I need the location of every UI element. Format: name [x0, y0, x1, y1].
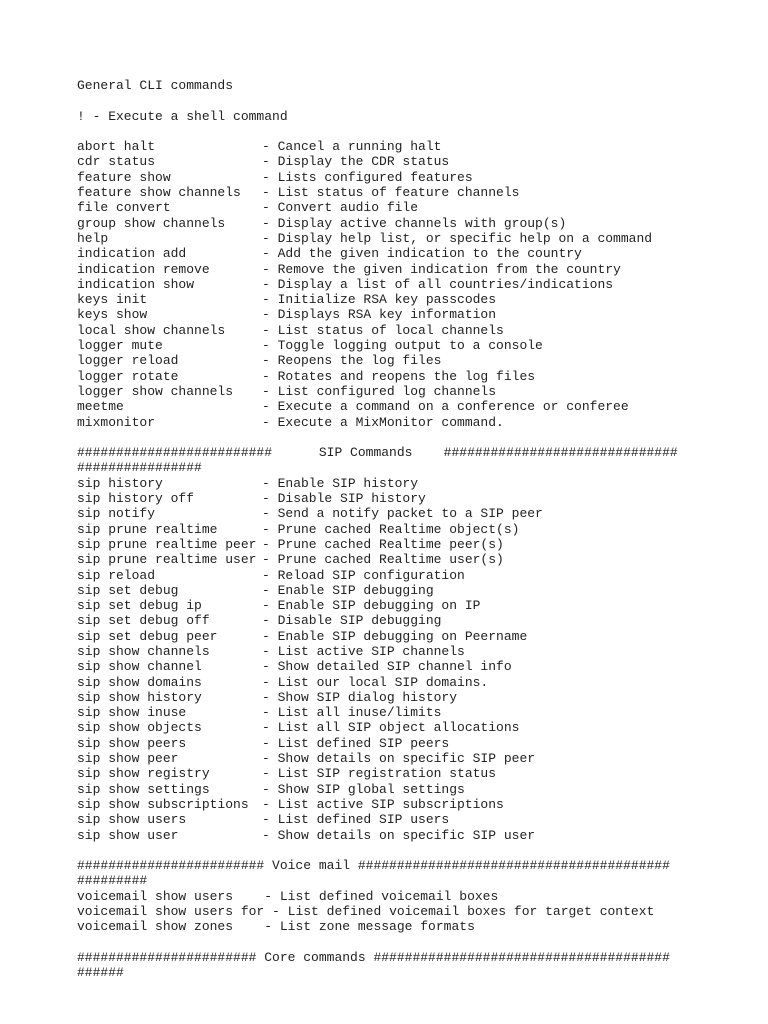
command-row	[77, 185, 737, 200]
command-name: meetme	[77, 399, 124, 415]
command-description: - Prune cached Realtime object(s)	[262, 521, 520, 537]
command-name: sip show objects	[77, 720, 202, 736]
command-name: sip set debug ip	[77, 598, 202, 614]
command-row	[77, 216, 737, 231]
command-row	[77, 797, 737, 812]
document-page	[77, 78, 737, 981]
command-row	[77, 675, 737, 690]
command-name: sip set debug	[77, 582, 179, 598]
command-description: - Disable SIP history	[262, 491, 426, 507]
command-description: - Convert audio file	[262, 200, 419, 216]
command-row	[77, 369, 737, 384]
command-description: - Show SIP dialog history	[262, 689, 458, 705]
command-row	[77, 399, 737, 414]
command-description: - Enable SIP history	[262, 475, 419, 491]
command-name: sip show settings	[77, 781, 210, 797]
voicemail-section-header-wrap: #########	[77, 873, 148, 889]
command-description: - Remove the given indication from the country	[262, 261, 621, 277]
voicemail-commands-list	[77, 889, 737, 935]
command-description: - Show SIP global settings	[262, 781, 465, 797]
command-row	[77, 659, 737, 674]
page-title: General CLI commands	[77, 78, 234, 93]
command-description: - Initialize RSA key passcodes	[262, 292, 497, 308]
command-description: - List active SIP channels	[262, 643, 465, 659]
command-row	[77, 736, 737, 751]
command-description: - Execute a command on a conference or conferee	[262, 399, 629, 415]
command-name: sip show subscriptions	[77, 796, 249, 812]
command-row	[77, 782, 737, 797]
general-commands-list	[77, 139, 737, 430]
command-row	[77, 154, 737, 169]
command-name: feature show channels	[77, 185, 241, 201]
command-name: sip show inuse	[77, 705, 187, 721]
command-row	[77, 506, 737, 521]
command-name: indication add	[77, 246, 187, 262]
command-name: voicemail show users	[77, 888, 265, 904]
command-name: keys init	[77, 292, 148, 308]
command-name: sip show channels	[77, 643, 210, 659]
command-name: sip show domains	[77, 674, 202, 690]
command-name: sip history	[77, 475, 163, 491]
command-description: - List defined SIP peers	[262, 735, 450, 751]
command-description: - List defined voicemail boxes	[264, 888, 499, 904]
command-name: sip show users	[77, 812, 187, 828]
command-description: - Show detailed SIP channel info	[262, 659, 512, 675]
command-row	[77, 491, 737, 506]
command-name: sip prune realtime peer	[77, 536, 257, 552]
command-description: - Send a notify packet to a SIP peer	[262, 506, 543, 522]
command-name: voicemail show zones	[77, 919, 265, 935]
shell-command-line: ! - Execute a shell command	[77, 108, 288, 124]
command-row	[77, 522, 737, 537]
command-description: - Lists configured features	[262, 169, 473, 185]
command-description: - List our local SIP domains.	[262, 674, 489, 690]
command-name: sip set debug off	[77, 613, 210, 629]
command-name: sip prune realtime	[77, 521, 218, 537]
command-description: - Show details on specific SIP user	[262, 827, 536, 843]
command-description: - List defined voicemail boxes for target context	[272, 904, 655, 920]
command-description: - List zone message formats	[264, 919, 475, 935]
command-row	[77, 613, 737, 628]
core-section-header-wrap: ######	[77, 965, 124, 981]
command-name: indication show	[77, 276, 195, 292]
command-name: sip history off	[77, 491, 195, 507]
command-description: - Rotates and reopens the log files	[262, 368, 536, 384]
command-description: - Display help list, or specific help on a command	[262, 230, 653, 246]
command-name: feature show	[77, 169, 171, 185]
command-row	[77, 231, 737, 246]
command-description: - List status of feature channels	[262, 185, 520, 201]
command-description: - Displays RSA key information	[262, 307, 497, 323]
command-name: sip show registry	[77, 766, 210, 782]
command-row	[77, 552, 737, 567]
command-description: - Toggle logging output to a console	[262, 338, 543, 354]
command-row	[77, 766, 737, 781]
command-description: - Disable SIP debugging	[262, 613, 442, 629]
core-section-header: ####################### Core commands ######################################	[77, 949, 670, 965]
command-name: group show channels	[77, 215, 226, 231]
voicemail-section-header: ######################## Voice mail ########################################	[77, 858, 670, 874]
command-row	[77, 262, 737, 277]
command-description: - Enable SIP debugging on Peername	[262, 628, 528, 644]
command-row	[77, 583, 737, 598]
command-description: - Display the CDR status	[262, 154, 450, 170]
command-row	[77, 415, 737, 430]
command-description: - Show details on specific SIP peer	[262, 751, 536, 767]
command-description: - Enable SIP debugging	[262, 582, 434, 598]
command-name: logger rotate	[77, 368, 179, 384]
command-row	[77, 812, 737, 827]
command-name: sip show channel	[77, 659, 202, 675]
command-description: - List all SIP object allocations	[262, 720, 520, 736]
command-name: sip prune realtime user	[77, 552, 257, 568]
command-row	[77, 277, 737, 292]
command-row	[77, 598, 737, 613]
command-row	[77, 323, 737, 338]
command-description: - Execute a MixMonitor command.	[262, 414, 504, 430]
command-description: - Display a list of all countries/indications	[262, 276, 614, 292]
command-name: cdr status	[77, 154, 156, 170]
command-name: help	[77, 230, 109, 246]
command-name: voicemail show users for	[77, 904, 273, 920]
command-description: - List status of local channels	[262, 322, 504, 338]
command-row	[77, 690, 737, 705]
command-row	[77, 384, 737, 399]
command-name: sip show peers	[77, 735, 187, 751]
command-description: - List active SIP subscriptions	[262, 796, 504, 812]
sip-section-header-wrap: ################	[77, 460, 202, 476]
command-row	[77, 338, 737, 353]
command-row	[77, 889, 737, 904]
command-row	[77, 629, 737, 644]
command-description: - Reload SIP configuration	[262, 567, 465, 583]
command-row	[77, 292, 737, 307]
command-name: local show channels	[77, 322, 226, 338]
command-name: logger mute	[77, 338, 163, 354]
command-row	[77, 644, 737, 659]
command-description: - List SIP registration status	[262, 766, 497, 782]
command-name: sip set debug peer	[77, 628, 218, 644]
sip-section-header: ######################### SIP Commands ##############################	[77, 445, 678, 461]
command-name: keys show	[77, 307, 148, 323]
command-description: - Cancel a running halt	[262, 139, 442, 155]
command-row	[77, 751, 737, 766]
command-row	[77, 307, 737, 322]
command-row	[77, 476, 737, 491]
command-name: sip show user	[77, 827, 179, 843]
command-name: indication remove	[77, 261, 210, 277]
command-description: - Prune cached Realtime peer(s)	[262, 536, 504, 552]
command-row	[77, 246, 737, 261]
command-description: - List configured log channels	[262, 383, 497, 399]
command-name: mixmonitor	[77, 414, 156, 430]
command-description: - Prune cached Realtime user(s)	[262, 552, 504, 568]
command-description: - Reopens the log files	[262, 353, 442, 369]
command-row	[77, 568, 737, 583]
sip-commands-list	[77, 476, 737, 843]
command-name: logger reload	[77, 353, 179, 369]
command-name: sip show peer	[77, 751, 179, 767]
command-row	[77, 353, 737, 368]
command-description: - Add the given indication to the country	[262, 246, 582, 262]
command-description: - Enable SIP debugging on IP	[262, 598, 481, 614]
command-name: abort halt	[77, 139, 156, 155]
command-description: - List defined SIP users	[262, 812, 450, 828]
command-row	[77, 919, 737, 934]
command-row	[77, 705, 737, 720]
command-description: - Display active channels with group(s)	[262, 215, 567, 231]
command-description: - List all inuse/limits	[262, 705, 442, 721]
command-row	[77, 720, 737, 735]
command-row	[77, 904, 737, 919]
command-name: file convert	[77, 200, 171, 216]
command-name: logger show channels	[77, 383, 234, 399]
command-name: sip show history	[77, 689, 202, 705]
command-row	[77, 200, 737, 215]
command-name: sip reload	[77, 567, 156, 583]
command-row	[77, 537, 737, 552]
command-row	[77, 828, 737, 843]
command-row	[77, 139, 737, 154]
command-name: sip notify	[77, 506, 156, 522]
command-row	[77, 170, 737, 185]
